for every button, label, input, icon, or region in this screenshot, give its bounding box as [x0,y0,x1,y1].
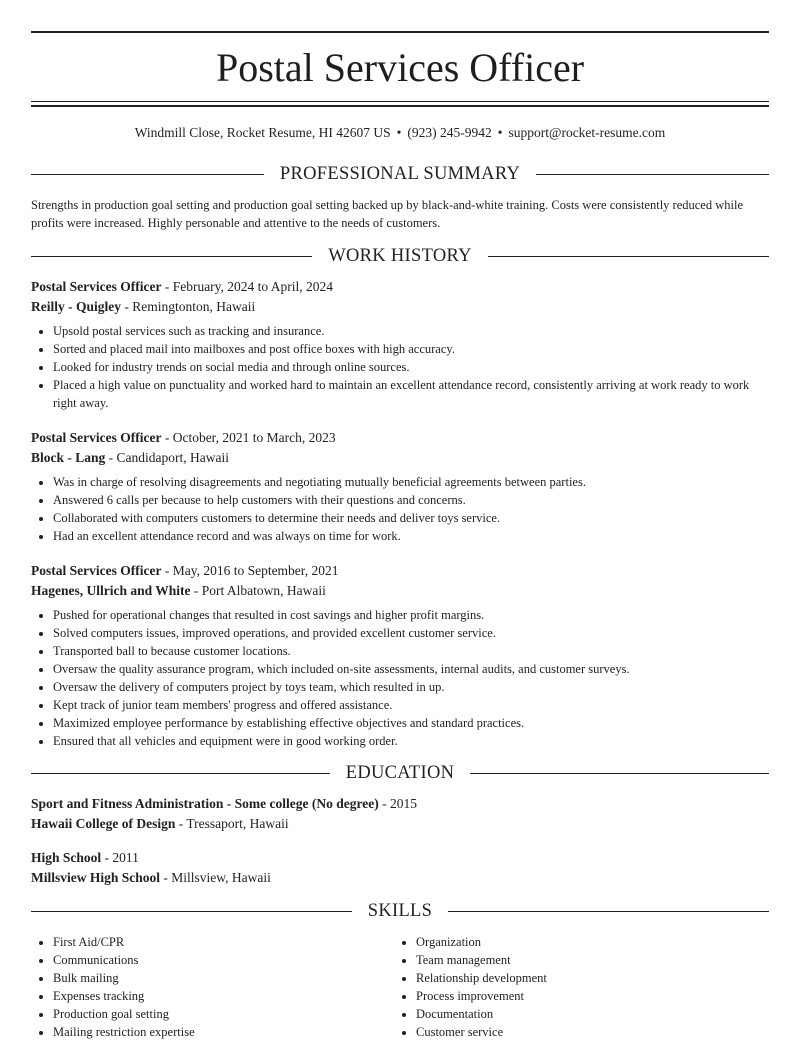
employer-line [31,581,769,601]
employer-location: - Candidaport, Hawaii [105,449,229,465]
heading-rule [470,773,769,774]
section-title: WORK HISTORY [328,245,472,266]
degree-year: - 2015 [378,796,417,811]
job-entry [31,428,769,545]
job-title-line [31,277,769,297]
section-title: EDUCATION [345,762,455,783]
list-item: • Had an excellent attendance record and was always on time for work. [53,527,769,545]
skill-item: • Expenses tracking [53,987,394,1005]
employer-line [31,297,769,317]
list-item: • Answered 6 calls per because to help customers with their questions and concerns. [53,491,769,509]
employer-location: - Remingtonton, Hawaii [121,298,256,314]
employer-name: Reilly - Quigley [31,298,121,314]
contact-line [31,124,769,142]
school-location: - Tressaport, Hawaii [175,815,289,831]
job-title: Postal Services Officer [31,430,162,445]
list-item: • Transported ball to because customer locations. [53,642,769,660]
list-item: • Collaborated with computers customers to determine their needs and deliver toys service. [53,509,769,527]
contact-separator: • [396,125,402,140]
skill-item: • Organization [416,933,757,951]
section-title: SKILLS [367,900,433,921]
employer-line [31,448,769,468]
employer-location: - Port Albatown, Hawaii [190,582,326,598]
skill-item: • First Aid/CPR [53,933,394,951]
job-title-line [31,561,769,581]
skills-column-left [31,933,394,1041]
degree-name: High School [31,850,102,865]
job-bullets [31,473,769,545]
job-title: Postal Services Officer [31,279,162,294]
job-dates: - May, 2016 to September, 2021 [161,563,339,578]
contact-separator: • [497,125,503,140]
degree-year: - 2011 [101,850,139,865]
skills-column-right [394,933,757,1041]
employer-name: Hagenes, Ullrich and White [31,582,191,598]
list-item: • Ensured that all vehicles and equipment were in good working order. [53,732,769,750]
heading-rule [536,174,769,175]
skill-item: • Mailing restriction expertise [53,1023,394,1041]
list-item: • Placed a high value on punctuality and worked hard to maintain an excellent attendance record, consistently arriving at work ready to work right away. [53,376,769,412]
work-history-heading [31,244,769,268]
contact-email: support@rocket-resume.com [508,125,666,140]
list-item: • Solved computers issues, improved operations, and provided excellent customer service. [53,624,769,642]
skill-item: • Communications [53,951,394,969]
job-title-line [31,428,769,448]
list-item: • Pushed for operational changes that resulted in cost savings and higher profit margins. [53,606,769,624]
job-entry [31,277,769,412]
job-bullets [31,606,769,750]
list-item: • Was in charge of resolving disagreements and negotiating mutually beneficial agreements between parties. [53,473,769,491]
skill-item: • Process improvement [416,987,757,1005]
job-dates: - February, 2024 to April, 2024 [161,279,334,294]
job-title: Postal Services Officer [31,563,162,578]
education-entry [31,794,769,833]
school-location: - Millsview, Hawaii [160,869,271,885]
candidate-name: Postal Services Officer [215,45,585,90]
education-entry [31,848,769,887]
list-item: • Sorted and placed mail into mailboxes and post office boxes with high accuracy. [53,340,769,358]
school-name: Millsview High School [31,869,161,885]
heading-rule [31,773,330,774]
name-double-rule [31,101,769,107]
heading-rule [488,256,769,257]
top-rule [31,31,769,33]
job-bullets [31,322,769,412]
list-item: • Upsold postal services such as tracking and insurance. [53,322,769,340]
skill-item: • Bulk mailing [53,969,394,987]
list-item: • Oversaw the quality assurance program, which included on-site assessments, internal audits, and customer surveys. [53,660,769,678]
school-name: Hawaii College of Design [31,815,176,831]
heading-rule [448,911,769,912]
summary-heading [31,162,769,186]
education-heading [31,761,769,785]
degree-line [31,848,769,868]
skill-item: • Relationship development [416,969,757,987]
contact-phone: (923) 245-9942 [407,125,492,140]
heading-rule [31,174,264,175]
summary-text: Strengths in production goal setting and production goal setting backed up by black-and-white training. Costs were consistently reduced while profits were increased. Highly personable and attentive to the needs of customers. [31,198,743,230]
list-item: • Kept track of junior team members' progress and offered assistance. [53,696,769,714]
skill-item: • Team management [416,951,757,969]
contact-address: Windmill Close, Rocket Resume, HI 42607 US [134,125,391,140]
degree-name: Sport and Fitness Administration - Some college (No degree) [31,796,379,811]
school-line [31,814,769,834]
heading-rule [31,911,352,912]
list-item: • Oversaw the delivery of computers project by toys team, which resulted in up. [53,678,769,696]
job-entry [31,561,769,750]
skill-item: • Production goal setting [53,1005,394,1023]
list-item: • Looked for industry trends on social media and through online sources. [53,358,769,376]
skill-item: • Documentation [416,1005,757,1023]
school-line [31,868,769,888]
degree-line [31,794,769,814]
skills-list [31,933,769,1041]
skills-heading [31,899,769,923]
section-title: PROFESSIONAL SUMMARY [279,163,521,184]
job-dates: - October, 2021 to March, 2023 [161,430,336,445]
list-item: • Maximized employee performance by establishing effective objectives and standard practices. [53,714,769,732]
heading-rule [31,256,312,257]
skill-item: • Customer service [416,1023,757,1041]
employer-name: Block - Lang [31,449,106,465]
